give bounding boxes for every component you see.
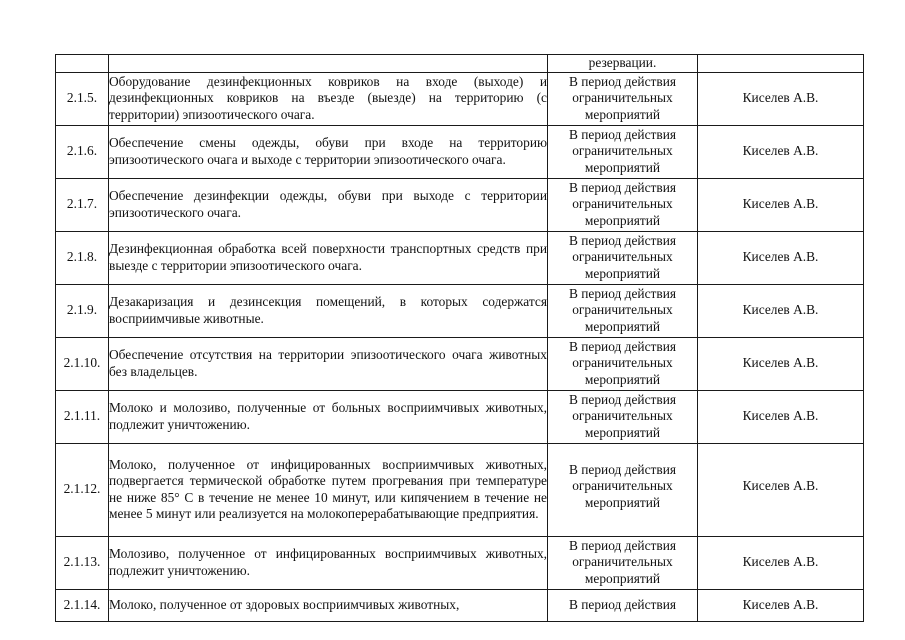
row-number-cell: 2.1.7. (56, 178, 109, 231)
row-number-cell: 2.1.13. (56, 536, 109, 589)
period-cell: В период действия ограничительных мероприятий (548, 178, 698, 231)
action-cell: Обеспечение отсутствия на территории эпизоотического очага животных без владельцев. (109, 337, 548, 390)
period-cell: В период действия ограничительных мероприятий (548, 72, 698, 125)
responsible-cell: Киселев А.В. (698, 390, 864, 443)
row-number-cell: 2.1.6. (56, 125, 109, 178)
row-number-cell: 2.1.14. (56, 589, 109, 621)
responsible-cell: Киселев А.В. (698, 284, 864, 337)
action-cell: Оборудование дезинфекционных ковриков на входе (выходе) и дезинфекционных ковриков на въезде (выезде) на территорию (с территории) эпизоотического очага. (109, 72, 548, 125)
responsible-cell: Киселев А.В. (698, 536, 864, 589)
action-cell: Молозиво, полученное от инфицированных восприимчивых животных, подлежит уничтожению. (109, 536, 548, 589)
action-cell: Обеспечение дезинфекции одежды, обуви при выходе с территории эпизоотического очага. (109, 178, 548, 231)
responsible-cell: Киселев А.В. (698, 125, 864, 178)
action-cell: Обеспечение смены одежды, обуви при входе на территорию эпизоотического очага и выходе с территории эпизоотического очага. (109, 125, 548, 178)
measures-table (55, 54, 864, 622)
period-cell: В период действия ограничительных мероприятий (548, 390, 698, 443)
row-number-cell (56, 55, 109, 73)
responsible-cell: Киселев А.В. (698, 231, 864, 284)
responsible-cell: Киселев А.В. (698, 337, 864, 390)
responsible-cell: Киселев А.В. (698, 72, 864, 125)
period-cell: В период действия ограничительных мероприятий (548, 125, 698, 178)
table-row (56, 536, 864, 589)
responsible-cell (698, 55, 864, 73)
period-cell: В период действия (548, 589, 698, 621)
table-row (56, 284, 864, 337)
table-row (56, 125, 864, 178)
row-number-cell: 2.1.11. (56, 390, 109, 443)
table-row (56, 178, 864, 231)
row-number-cell: 2.1.10. (56, 337, 109, 390)
table-row (56, 390, 864, 443)
row-number-cell: 2.1.8. (56, 231, 109, 284)
period-cell: В период действия ограничительных мероприятий (548, 443, 698, 536)
responsible-cell: Киселев А.В. (698, 589, 864, 621)
table-row (56, 443, 864, 536)
action-cell: Дезакаризация и дезинсекция помещений, в которых содержатся восприимчивые животные. (109, 284, 548, 337)
row-number-cell: 2.1.12. (56, 443, 109, 536)
responsible-cell: Киселев А.В. (698, 443, 864, 536)
table-row (56, 72, 864, 125)
responsible-cell: Киселев А.В. (698, 178, 864, 231)
period-cell: В период действия ограничительных мероприятий (548, 337, 698, 390)
table-row (56, 231, 864, 284)
table-row (56, 55, 864, 73)
action-cell: Молоко и молозиво, полученные от больных восприимчивых животных, подлежит уничтожению. (109, 390, 548, 443)
period-cell: В период действия ограничительных мероприятий (548, 284, 698, 337)
row-number-cell: 2.1.9. (56, 284, 109, 337)
action-cell: Молоко, полученное от здоровых восприимчивых животных, (109, 589, 548, 621)
row-number-cell: 2.1.5. (56, 72, 109, 125)
action-cell: Дезинфекционная обработка всей поверхности транспортных средств при выезде с территории эпизоотического очага. (109, 231, 548, 284)
period-cell: резервации. (548, 55, 698, 73)
action-cell: Молоко, полученное от инфицированных восприимчивых животных, подвергается термической обработке путем прогревания при температуре не ниже 85° С в течение не менее 10 минут, или кипячением в течение не менее 5 минут или реализуется на молокоперерабатывающие предприятия. (109, 443, 548, 536)
table-row (56, 337, 864, 390)
period-cell: В период действия ограничительных мероприятий (548, 536, 698, 589)
table-row (56, 589, 864, 621)
period-cell: В период действия ограничительных мероприятий (548, 231, 698, 284)
action-cell (109, 55, 548, 73)
